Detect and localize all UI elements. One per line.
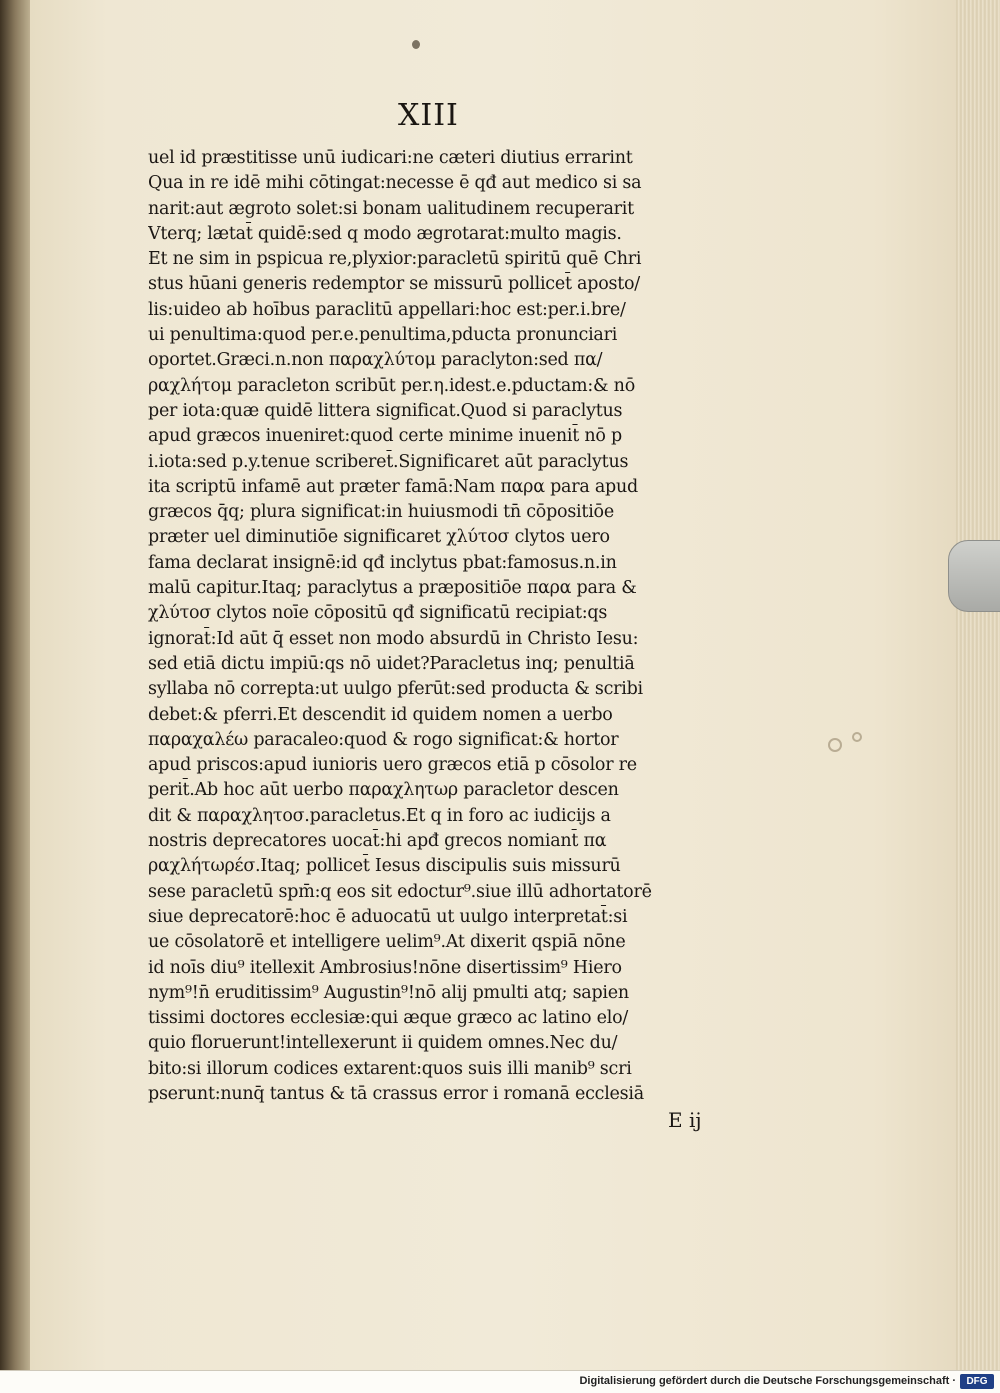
text-line: ue cōsolatorē et intelligere uelim⁹.At dixerit qspiā nōne <box>148 932 626 953</box>
text-line: Vterq; lætat̄ quidē:sed q modo ægrotarat:multo magis. <box>148 223 622 244</box>
text-line: apud græcos inueniret:quod certe minime inuenit̄ nō p <box>148 426 622 447</box>
folio-number: XIII <box>398 98 459 133</box>
text-line: per iota:quæ quidē littera significat.Quod si paraclytus <box>148 400 623 421</box>
dfg-logo[interactable]: DFG <box>960 1374 994 1389</box>
text-line: lis:uideo ab hoībus paraclitū appellari:hoc est:per.i.bre/ <box>148 299 626 320</box>
footer-bar <box>0 1370 1000 1393</box>
text-line: fama declarat insignē:id qđ inclytus pbat:famosus.n.in <box>148 552 617 573</box>
text-line: i.iota:sed p.y.tenue scriberet̄.Significaret aūt paraclytus <box>148 451 629 472</box>
text-line: nostris deprecatores uocat̄:hi apđ grecos nomiant̄ πα <box>148 831 607 852</box>
page-stain <box>852 732 862 742</box>
text-line: debet:& pferri.Et descendit id quidem nomen a uerbo <box>148 704 613 725</box>
page-text-block <box>148 146 748 1107</box>
page-stain <box>828 738 842 752</box>
text-line: bito:si illorum codices extarent:quos suis illi manib⁹ scri <box>148 1058 632 1079</box>
text-line: oportet.Græci.n.non παραχλύτομ paraclyton:sed πα/ <box>148 350 603 371</box>
text-line: græcos q̄q; plura significat:in huiusmodi tn̄ cōpositiōe <box>148 502 614 523</box>
book-gutter <box>0 0 34 1370</box>
text-line: pserunt:nunq̄ tantus & tā crassus error i romanā ecclesiā <box>148 1083 644 1104</box>
text-line: ita scriptū infamē aut præter famā:Nam παρα para apud <box>148 476 638 497</box>
text-line: sed etiā dictu impiū:qs nō uidet?Paracletus inq; penultiā <box>148 653 635 674</box>
text-line: ignorat̄:Id aūt q̄ esset non modo absurdū in Christo Iesu: <box>148 628 639 649</box>
text-line: malū capitur.Itaq; paraclytus a præpositiōe παρα para & <box>148 578 637 599</box>
page-clip <box>948 540 1000 612</box>
signature-mark: E ij <box>668 1108 702 1132</box>
text-line: quio floruerunt!intellexerunt ii quidem omnes.Nec du/ <box>148 1033 618 1054</box>
text-line: sese paracletū spm̄:q eos sit edoctur⁹.siue illū adhortatorē <box>148 881 652 902</box>
text-line: stus hūani generis redemptor se missurū pollicet̄ aposto/ <box>148 274 640 295</box>
text-line: ραχλήτομ paracleton scribūt per.η.idest.e.pductam:& nō <box>148 375 635 396</box>
text-line: perit̄.Ab hoc aūt uerbo παραχλητωρ paracletor descen <box>148 780 619 801</box>
text-line: χλύτοσ clytos noīe cōpositū qđ significatū recipiat:qs <box>148 603 608 624</box>
text-line: παραχαλέω paracaleo:quod & rogo significat:& hortor <box>148 729 619 750</box>
text-line: præter uel diminutiōe significaret χλύτοσ clytos uero <box>148 527 610 548</box>
text-line: Qua in re idē mihi cōtingat:necesse ē qđ aut medico si sa <box>148 173 642 194</box>
page-fore-edge <box>955 0 1000 1370</box>
text-line: narit:aut ægroto solet:si bonam ualitudinem recuperarit <box>148 198 634 219</box>
text-line: nym⁹!n̄ eruditissim⁹ Augustin⁹!nō alij pmulti atq; sapien <box>148 982 629 1003</box>
text-line: id noīs diu⁹ itellexit Ambrosius!nōne disertissim⁹ Hiero <box>148 957 622 978</box>
text-line: syllaba nō correpta:ut uulgo pferūt:sed producta & scribi <box>148 679 643 700</box>
book-page <box>30 0 989 1370</box>
text-line: apud priscos:apud iunioris uero græcos etiā p cōsolor re <box>148 755 637 776</box>
text-line: siue deprecatorē:hoc ē aduocatū ut uulgo interpretat̄:si <box>148 906 628 927</box>
text-line: ui penultima:quod per.e.penultima,pducta pronunciari <box>148 325 618 346</box>
text-line: tissimi doctores ecclesiæ:qui æque græco ac latino elo/ <box>148 1008 629 1029</box>
text-line: Et ne sim in pspicua re,plyxior:paracletū spiritū quē Chri <box>148 249 642 270</box>
text-line: ραχλήτωρέσ.Itaq; pollicet̄ Iesus discipulis suis missurū <box>148 856 621 877</box>
pinhole-mark <box>412 40 420 49</box>
funding-notice: Digitalisierung gefördert durch die Deutsche Forschungsgemeinschaft · <box>579 1375 956 1387</box>
text-line: dit & παραχλητοσ.paracletus.Et q in foro ac iudicijs a <box>148 805 611 826</box>
text-line: uel id præstitisse unū iudicari:ne cæteri diutius errarint <box>148 148 633 168</box>
